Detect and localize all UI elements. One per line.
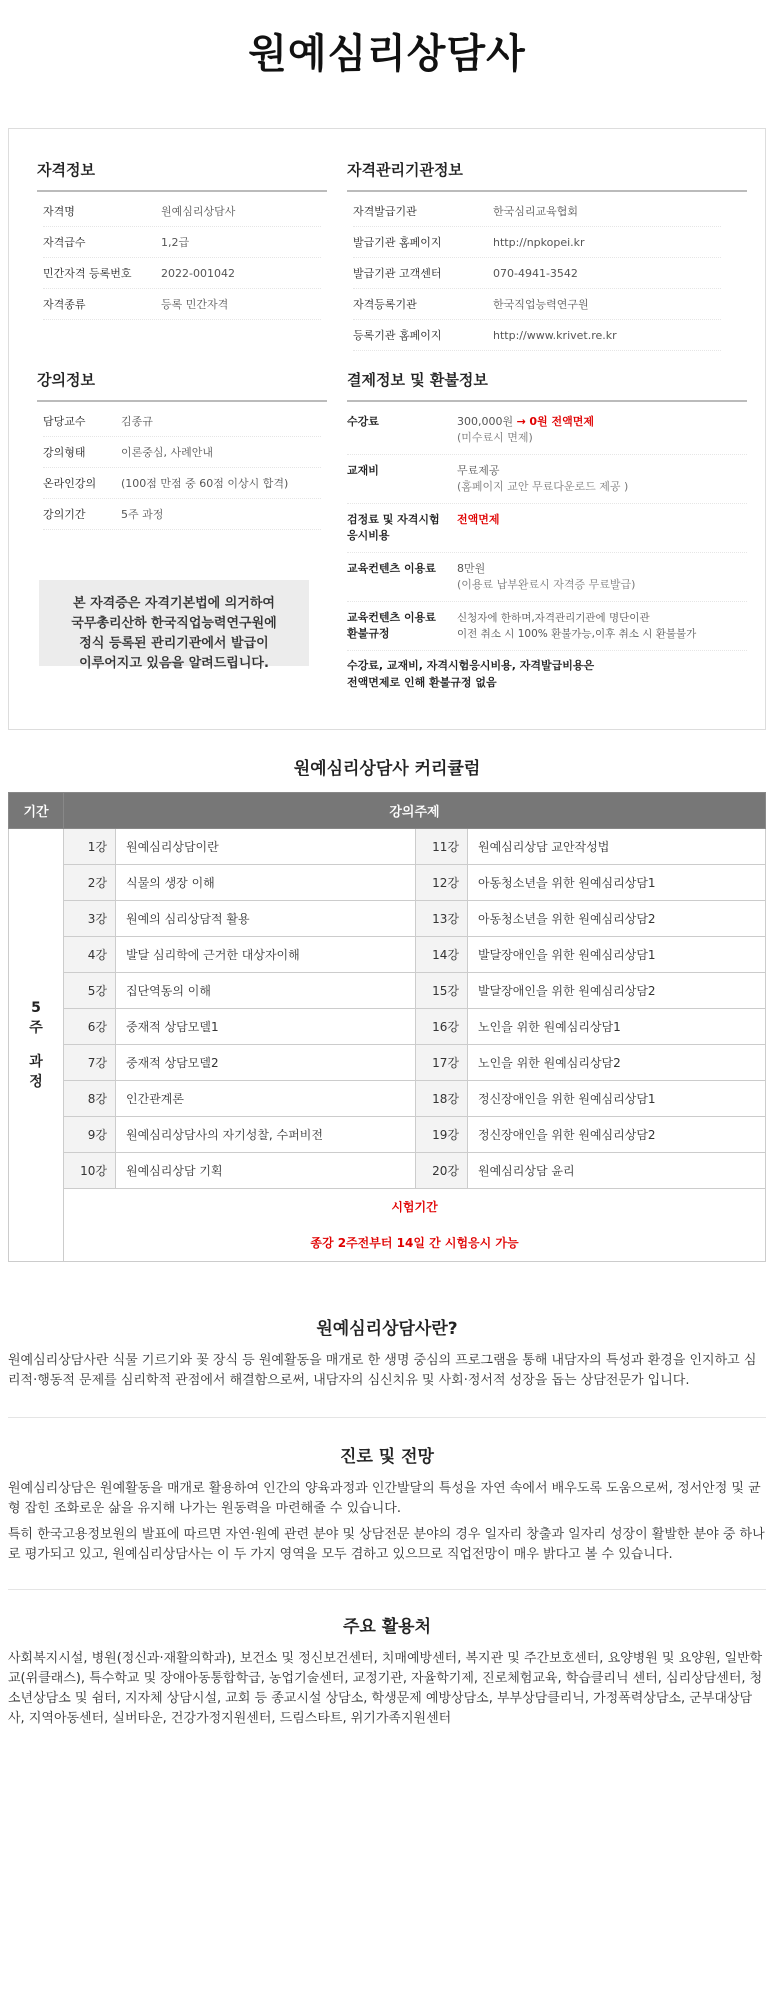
lecture-value: 5주 과정 bbox=[121, 508, 164, 521]
lesson-number: 3강 bbox=[64, 901, 116, 937]
career-paragraph: 원예심리상담은 원예활동을 매개로 활용하여 인간의 양육과정과 인간발달의 특성을 자연 속에서 배우도록 도움으로써, 정서안정 및 균형 잡힌 조화로운 삶을 유지해 나가는 원동력을 마련해줄 수 있습니다. bbox=[8, 1481, 761, 1516]
usage-text: 사회복지시설, 병원(정신과·재활의학과), 보건소 및 정신보건센터, 치매예방센터, 복지관 및 주간보호센터, 요양병원 및 요양원, 일반학교(위클래스), 특수학교 및 장애아동통합학급, 농업기술센터, 교정기관, 자율학기제, 진로체험교육, 학습클리닉 센터, 심리상담센터, 청소년상담소 및 쉼터, 지자체 상담시설, 교회 등 종교시설 상담소, 학생문제 예방상담소, 부부상담클리닉, 가정폭력상담소, 군부대상담사, 지역아동센터, 실버타운, 건강가정지원센터, 드림스타트, 위기가족지원센터 bbox=[8, 1651, 763, 1726]
qual-row bbox=[43, 227, 321, 258]
lesson-subject: 식물의 생장 이해 bbox=[116, 865, 416, 901]
lecture-section bbox=[37, 369, 327, 671]
lecture-key: 강의기간 bbox=[43, 508, 86, 521]
qual-key: 자격명 bbox=[43, 205, 75, 218]
content-fee-sub: (이용료 납부완료시 자격증 무료발급) bbox=[457, 578, 636, 591]
org-row bbox=[353, 196, 721, 227]
exam-fee-label: 응시비용 bbox=[347, 529, 390, 542]
info-box bbox=[8, 128, 766, 730]
qual-value: 원예심리상담사 bbox=[161, 205, 236, 218]
exam-fee-label: 검정료 및 자격시험 bbox=[347, 513, 440, 526]
what-title: 원예심리상담사란? bbox=[316, 1319, 458, 1339]
lesson-subject: 발달 심리학에 근거한 대상자이해 bbox=[116, 937, 416, 973]
career-paragraph: 특히 한국고용정보원의 발표에 따르면 자연·원예 관련 분야 및 상담전문 분야의 경우 일자리 창출과 일자리 성장이 활발한 분야 중 하나로 평가되고 있고, 원예심리상담사는 이 두 가지 영역을 모두 겸하고 있으므로 직업전망이 매우 밝다고 볼 수 있습니다. bbox=[8, 1527, 765, 1562]
notice-line: 국무총리산하 한국직업능력연구원에 bbox=[71, 616, 277, 631]
table-row bbox=[9, 865, 766, 901]
curriculum-header bbox=[9, 793, 766, 829]
material-row bbox=[347, 455, 747, 504]
table-row bbox=[9, 829, 766, 865]
lesson-number: 14강 bbox=[416, 937, 468, 973]
lesson-number: 10강 bbox=[64, 1153, 116, 1189]
lesson-number: 4강 bbox=[64, 937, 116, 973]
qual-value: 1,2급 bbox=[161, 236, 190, 249]
lecture-value: 이론중심, 사례안내 bbox=[121, 446, 214, 459]
period-char: 5 bbox=[31, 1000, 41, 1016]
lesson-number: 6강 bbox=[64, 1009, 116, 1045]
lecture-value: (100점 만점 중 60점 이상시 합격) bbox=[121, 477, 289, 490]
lecture-key: 강의형태 bbox=[43, 446, 86, 459]
org-key: 등록기관 홈페이지 bbox=[353, 329, 442, 342]
lecture-row bbox=[43, 406, 321, 437]
fee-row bbox=[347, 406, 747, 455]
lesson-subject: 정신장애인을 위한 원예심리상담2 bbox=[468, 1117, 766, 1153]
payment-note bbox=[347, 651, 747, 691]
lesson-subject: 중재적 상담모델1 bbox=[116, 1009, 416, 1045]
lesson-subject: 정신장애인을 위한 원예심리상담1 bbox=[468, 1081, 766, 1117]
table-row bbox=[9, 1117, 766, 1153]
lesson-subject: 노인을 위한 원예심리상담1 bbox=[468, 1009, 766, 1045]
fee-arrow: → bbox=[516, 415, 526, 428]
org-key: 발급기관 홈페이지 bbox=[353, 236, 442, 249]
table-row bbox=[9, 937, 766, 973]
qual-row bbox=[43, 258, 321, 289]
lesson-number: 2강 bbox=[64, 865, 116, 901]
fee-label: 수강료 bbox=[347, 415, 379, 428]
org-row bbox=[353, 227, 721, 258]
material-sub: (홈페이지 교안 무료다운로드 제공 ) bbox=[457, 480, 629, 493]
lesson-number: 19강 bbox=[416, 1117, 468, 1153]
period-cell bbox=[9, 829, 64, 1262]
curriculum-table bbox=[8, 792, 766, 1262]
exam-title: 시험기간 bbox=[391, 1200, 438, 1214]
org-row bbox=[353, 320, 721, 351]
lecture-row bbox=[43, 499, 321, 530]
payment-note-line: 수강료, 교재비, 자격시험응시비용, 자격발급비용은 bbox=[347, 659, 595, 672]
lesson-subject: 발달장애인을 위한 원예심리상담1 bbox=[468, 937, 766, 973]
qual-key: 자격종류 bbox=[43, 298, 86, 311]
lesson-subject: 원예심리상담이란 bbox=[116, 829, 416, 865]
table-row bbox=[9, 1009, 766, 1045]
page-title: 원예심리상담사 bbox=[248, 31, 526, 77]
payment-title: 결제정보 및 환불정보 bbox=[347, 369, 747, 402]
table-row bbox=[9, 901, 766, 937]
org-row bbox=[353, 258, 721, 289]
lesson-number: 17강 bbox=[416, 1045, 468, 1081]
lecture-title: 강의정보 bbox=[37, 369, 327, 402]
lesson-subject: 집단역동의 이해 bbox=[116, 973, 416, 1009]
org-value: 한국직업능력연구원 bbox=[493, 298, 589, 311]
content-fee-value: 8만원 bbox=[457, 562, 486, 575]
qual-section bbox=[37, 159, 327, 320]
refund-label: 교육컨텐츠 이용료 bbox=[347, 611, 436, 624]
lesson-number: 12강 bbox=[416, 865, 468, 901]
refund-label: 환불규정 bbox=[347, 627, 390, 640]
header-period: 기간 bbox=[9, 793, 64, 829]
exam-desc: 종강 2주전부터 14일 간 시험응시 가능 bbox=[310, 1236, 519, 1250]
lecture-row bbox=[43, 437, 321, 468]
lecture-row bbox=[43, 468, 321, 499]
fee-sub: (미수료시 면제) bbox=[457, 431, 533, 444]
header-subject: 강의주제 bbox=[64, 793, 766, 829]
refund-row bbox=[347, 602, 747, 651]
material-value: 무료제공 bbox=[457, 464, 500, 477]
notice-line: 본 자격증은 자격기본법에 의거하여 bbox=[73, 596, 275, 611]
lesson-subject: 발달장애인을 위한 원예심리상담2 bbox=[468, 973, 766, 1009]
lesson-number: 18강 bbox=[416, 1081, 468, 1117]
lesson-number: 15강 bbox=[416, 973, 468, 1009]
lesson-subject: 인간관계론 bbox=[116, 1081, 416, 1117]
org-key: 자격등록기관 bbox=[353, 298, 417, 311]
lesson-subject: 원예심리상담사의 자기성찰, 수퍼비전 bbox=[116, 1117, 416, 1153]
table-row bbox=[9, 1081, 766, 1117]
fee-price: 300,000원 bbox=[457, 415, 514, 428]
lecture-key: 온라인강의 bbox=[43, 477, 97, 490]
lesson-number: 8강 bbox=[64, 1081, 116, 1117]
payment-section bbox=[347, 369, 747, 691]
notice-line: 이루어지고 있음을 알려드립니다. bbox=[79, 656, 269, 671]
org-key: 자격발급기관 bbox=[353, 205, 417, 218]
org-key: 발급기관 고객센터 bbox=[353, 267, 442, 280]
table-row bbox=[9, 1045, 766, 1081]
exam-cell bbox=[64, 1189, 766, 1262]
lesson-number: 20강 bbox=[416, 1153, 468, 1189]
lesson-number: 1강 bbox=[64, 829, 116, 865]
usage-title: 주요 활용처 bbox=[342, 1617, 432, 1637]
fee-free: 0원 전액면제 bbox=[529, 415, 594, 428]
lesson-subject: 원예심리상담 기획 bbox=[116, 1153, 416, 1189]
notice-box bbox=[39, 580, 309, 671]
qual-row bbox=[43, 289, 321, 320]
org-value: 한국심리교육협회 bbox=[493, 205, 579, 218]
table-row bbox=[9, 1153, 766, 1189]
org-section bbox=[347, 159, 747, 351]
lesson-subject: 아동청소년을 위한 원예심리상담1 bbox=[468, 865, 766, 901]
lesson-number: 9강 bbox=[64, 1117, 116, 1153]
qual-key: 자격급수 bbox=[43, 236, 86, 249]
exam-fee-value: 전액면제 bbox=[457, 513, 500, 526]
lesson-number: 5강 bbox=[64, 973, 116, 1009]
lecture-value: 김종규 bbox=[121, 415, 153, 428]
registry-homepage-link[interactable]: http://www.krivet.re.kr bbox=[493, 328, 617, 342]
payment-note-line: 전액면제로 인해 환불규정 없음 bbox=[347, 676, 497, 689]
career-title: 진로 및 전망 bbox=[340, 1447, 434, 1467]
org-title: 자격관리기관정보 bbox=[347, 159, 747, 192]
period-char: 주 bbox=[29, 1020, 43, 1036]
refund-text: 이전 취소 시 100% 환불가능,이후 취소 시 환불불가 bbox=[457, 628, 697, 640]
what-text: 원예심리상담사란 식물 기르기와 꽃 장식 등 원예활동을 매개로 한 생명 중심의 프로그램을 통해 내담자의 특성과 환경을 인지하고 심리적·행동적 문제를 심리학적 관점에서 해결함으로써, 내담자의 심신치유 및 사회·정서적 성장을 돕는 상담전문가 입니다. bbox=[8, 1353, 757, 1388]
content-fee-label: 교육컨텐츠 이용료 bbox=[347, 562, 436, 575]
qual-row bbox=[43, 196, 321, 227]
lesson-subject: 노인을 위한 원예심리상담2 bbox=[468, 1045, 766, 1081]
lecture-key: 담당교수 bbox=[43, 415, 86, 428]
curriculum-title: 원예심리상담사 커리큘럼 bbox=[293, 759, 481, 779]
lesson-number: 13강 bbox=[416, 901, 468, 937]
lesson-subject: 원예심리상담 교안작성법 bbox=[468, 829, 766, 865]
lesson-number: 16강 bbox=[416, 1009, 468, 1045]
exam-fee-row bbox=[347, 504, 747, 553]
notice-line: 정식 등록된 관리기관에서 발급이 bbox=[79, 636, 269, 651]
qual-value: 2022-001042 bbox=[161, 266, 235, 280]
refund-text: 신청자에 한하며,자격관리기관에 명단이관 bbox=[457, 612, 650, 624]
org-homepage-link[interactable]: http://npkopei.kr bbox=[493, 235, 585, 249]
period-char: 정 bbox=[29, 1074, 43, 1090]
lesson-subject: 원예의 심리상담적 활용 bbox=[116, 901, 416, 937]
content-fee-row bbox=[347, 553, 747, 602]
lesson-number: 11강 bbox=[416, 829, 468, 865]
lesson-subject: 중재적 상담모델2 bbox=[116, 1045, 416, 1081]
lesson-subject: 원예심리상담 윤리 bbox=[468, 1153, 766, 1189]
org-row bbox=[353, 289, 721, 320]
qual-title: 자격정보 bbox=[37, 159, 327, 192]
lesson-number: 7강 bbox=[64, 1045, 116, 1081]
qual-key: 민간자격 등록번호 bbox=[43, 267, 132, 280]
table-row bbox=[9, 973, 766, 1009]
org-value: 070-4941-3542 bbox=[493, 266, 578, 280]
period-char: 과 bbox=[29, 1054, 43, 1070]
qual-value: 등록 민간자격 bbox=[161, 298, 229, 311]
material-label: 교재비 bbox=[347, 464, 379, 477]
lesson-subject: 아동청소년을 위한 원예심리상담2 bbox=[468, 901, 766, 937]
exam-row bbox=[9, 1189, 766, 1262]
